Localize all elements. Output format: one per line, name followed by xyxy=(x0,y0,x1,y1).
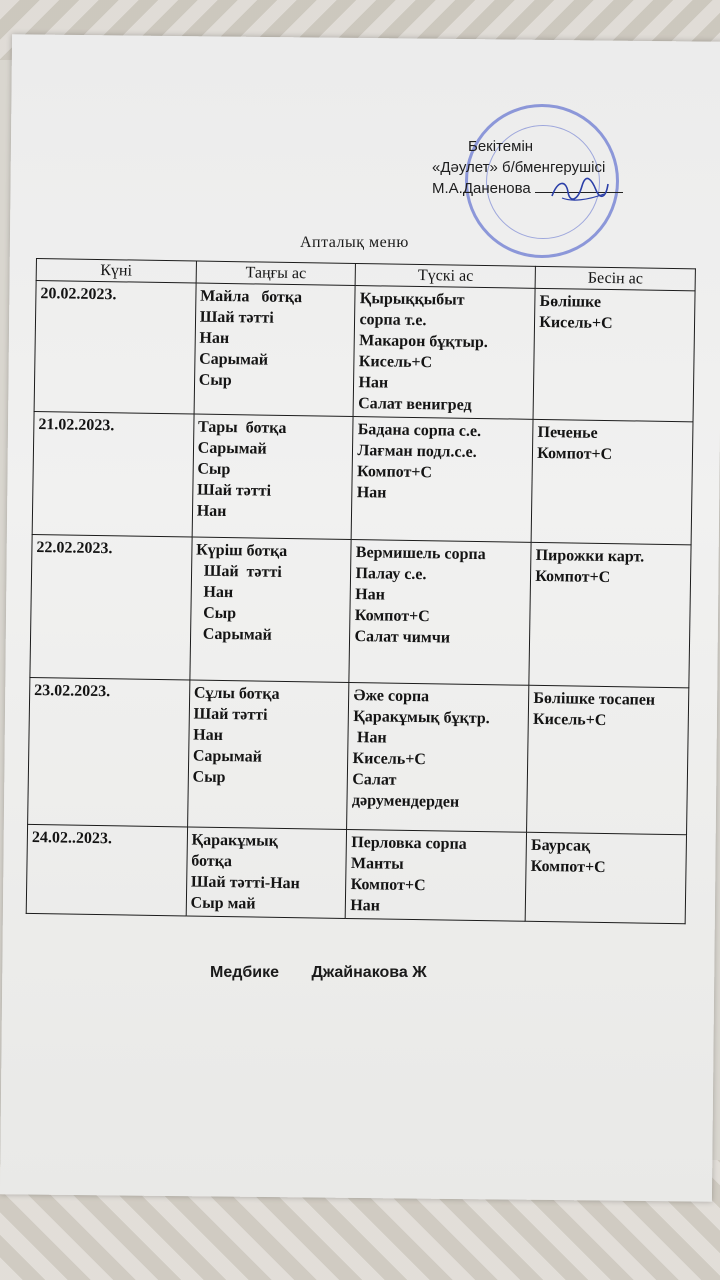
lunch-item: Қаракұмық бұқтр. xyxy=(353,708,490,728)
page-title: Апталық меню xyxy=(300,234,409,251)
breakfast-item: Нан xyxy=(199,329,230,348)
snack-item: Кисель+С xyxy=(539,313,613,333)
lunch-item: Перловка сорпа xyxy=(351,834,467,853)
snack-item: Компот+С xyxy=(530,857,606,877)
date-cell: 22.02.2023. xyxy=(30,534,192,679)
lunch-item: Салат чимчи xyxy=(354,628,451,647)
breakfast-item: Қаракұмық xyxy=(191,831,279,850)
breakfast-cell xyxy=(186,827,347,918)
table-row xyxy=(26,824,686,923)
breakfast-item: Шай тәтті xyxy=(193,705,268,724)
lunch-item: дәрумендерден xyxy=(351,792,460,811)
lunch-cell xyxy=(352,417,534,543)
breakfast-cell xyxy=(190,537,352,682)
breakfast-item: Майла ботқа xyxy=(200,287,303,307)
approval-block xyxy=(432,136,662,199)
breakfast-item: Сыр xyxy=(198,371,232,390)
snack-cell xyxy=(533,288,695,421)
date-cell: 21.02.2023. xyxy=(32,411,194,536)
snack-cell xyxy=(529,542,691,687)
snack-item: Бөлішке тосапен xyxy=(533,689,656,709)
breakfast-item: Шай тәтті-Нан xyxy=(190,873,300,893)
lunch-item: Компот+С xyxy=(354,607,430,626)
breakfast-item: Сыр май xyxy=(190,894,256,913)
lunch-item: Нан xyxy=(356,484,387,502)
approval-heading: Бекітемін xyxy=(468,138,534,155)
snack-item: Компот+С xyxy=(537,444,613,464)
snack-item: Бөлішке xyxy=(539,292,602,311)
snack-cell xyxy=(531,419,693,544)
lunch-item: Салат xyxy=(352,771,397,789)
snack-item: Компот+С xyxy=(535,567,611,587)
weekly-menu-table xyxy=(26,258,696,924)
snack-item: Кисель+С xyxy=(532,710,607,730)
approval-position: «Дәулет» б/бменгерушісі xyxy=(432,159,606,176)
snack-cell xyxy=(527,685,689,834)
lunch-item: Палау с.е. xyxy=(355,565,427,584)
snack-cell xyxy=(525,832,686,923)
breakfast-item: Сыр xyxy=(192,768,226,787)
breakfast-item: Сарымай xyxy=(192,747,262,766)
breakfast-item: Сарымай xyxy=(197,439,267,458)
snack-item: Печенье xyxy=(537,423,598,442)
snack-item: Баурсақ xyxy=(530,836,591,855)
breakfast-item: Тары ботқа xyxy=(197,418,287,437)
table-row xyxy=(28,677,689,834)
header-lunch: Түскі ас xyxy=(356,264,536,289)
breakfast-item: ботқа xyxy=(191,852,233,871)
footer-signature xyxy=(210,964,427,982)
lunch-item: Нан xyxy=(352,729,387,747)
date-cell: 20.02.2023. xyxy=(34,281,196,414)
breakfast-item: Сұлы ботқа xyxy=(193,684,280,703)
breakfast-item: Шай тәтті xyxy=(199,308,274,327)
lunch-cell xyxy=(346,829,527,921)
lunch-cell xyxy=(347,682,529,832)
approval-signatory xyxy=(432,178,662,199)
table-row xyxy=(34,281,695,422)
lunch-item: Кисель+С xyxy=(358,353,433,372)
header-snack: Бесін ас xyxy=(535,266,695,291)
lunch-item: Компот+С xyxy=(356,463,433,482)
lunch-item: Компот+С xyxy=(350,876,426,895)
breakfast-item: Нан xyxy=(196,502,227,521)
table-row xyxy=(32,411,693,544)
lunch-item: Манты xyxy=(350,855,404,873)
table-row xyxy=(30,534,691,687)
lunch-cell xyxy=(353,286,535,420)
lunch-item: Нан xyxy=(358,374,389,392)
breakfast-cell xyxy=(194,283,356,416)
signature-scribble xyxy=(548,176,612,204)
breakfast-item: Сарымай xyxy=(199,350,269,369)
lunch-item: Вермишель сорпа xyxy=(355,544,486,564)
lunch-item: Лағман подл.с.е. xyxy=(357,442,477,461)
lunch-item: сорпа т.е. xyxy=(359,311,427,330)
snack-item: Пирожки карт. xyxy=(535,546,645,566)
header-day: Күні xyxy=(36,259,196,284)
footer-role: Медбике xyxy=(210,964,280,981)
breakfast-item: Сыр xyxy=(197,460,231,479)
breakfast-item: Сыр xyxy=(195,604,237,623)
date-cell: 23.02.2023. xyxy=(28,677,190,826)
breakfast-item: Нан xyxy=(195,583,234,602)
breakfast-item: Күріш ботқа xyxy=(196,541,288,560)
lunch-item: Нан xyxy=(350,897,381,915)
breakfast-cell xyxy=(192,414,354,539)
breakfast-item: Шай тәтті xyxy=(195,562,282,581)
breakfast-item: Сарымай xyxy=(194,625,272,644)
footer-name: Джайнакова Ж xyxy=(311,964,427,981)
lunch-item: Салат венигред xyxy=(358,395,472,414)
breakfast-item: Нан xyxy=(193,726,224,744)
lunch-item: Кисель+С xyxy=(352,750,427,769)
breakfast-cell xyxy=(187,680,349,829)
approval-name: М.А.Даненова xyxy=(432,180,531,197)
lunch-item: Нан xyxy=(355,586,385,604)
lunch-item: Макарон бұқтыр. xyxy=(359,332,488,352)
lunch-item: Бадана сорпа с.е. xyxy=(357,421,482,441)
date-cell: 24.02..2023. xyxy=(26,824,187,915)
header-breakfast: Таңғы ас xyxy=(196,261,356,286)
breakfast-item: Шай тәтті xyxy=(196,481,272,500)
lunch-cell xyxy=(349,539,531,685)
lunch-item: Әже сорпа xyxy=(353,687,430,706)
lunch-item: Қырыққыбыт xyxy=(359,290,465,309)
